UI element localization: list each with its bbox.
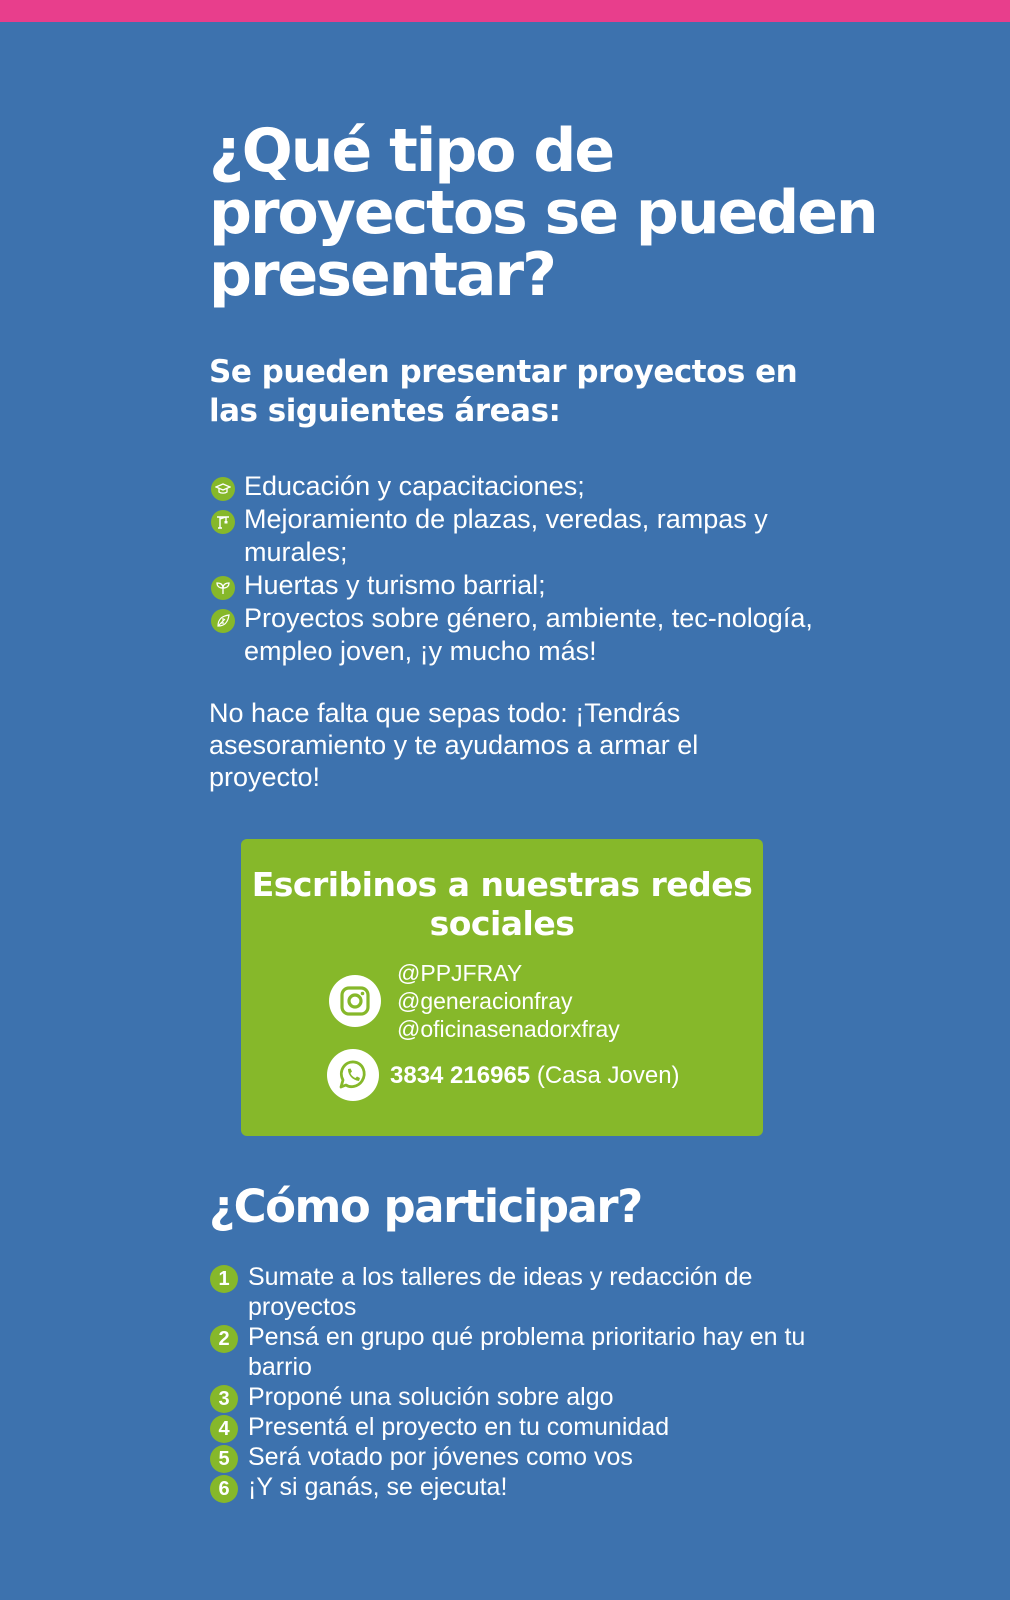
list-item xyxy=(209,602,849,668)
areas-list xyxy=(209,470,849,668)
social-handle[interactable]: @generacionfray xyxy=(397,988,573,1014)
list-item xyxy=(209,1262,849,1322)
crane-icon xyxy=(211,510,235,534)
list-item xyxy=(209,1322,849,1382)
list-item xyxy=(209,569,849,602)
social-handle[interactable]: @PPJFRAY xyxy=(397,960,523,986)
whatsapp-icon[interactable] xyxy=(327,1049,379,1101)
step-text: Pensá en grupo qué problema prioritario hay en tu barrio xyxy=(248,1323,806,1381)
list-item xyxy=(209,1442,849,1472)
step-text: Presentá el proyecto en tu comunidad xyxy=(248,1413,670,1441)
phone-number[interactable]: 3834 216965 xyxy=(390,1062,531,1089)
area-text: Proyectos sobre género, ambiente, tec-nología, empleo joven, ¡y mucho más! xyxy=(244,603,813,666)
area-text: Educación y capacitaciones; xyxy=(244,471,585,501)
list-item xyxy=(209,1412,849,1442)
step-text: Sumate a los talleres de ideas y redacción de proyectos xyxy=(248,1263,753,1321)
step-text: Será votado por jóvenes como vos xyxy=(248,1443,633,1471)
social-handles xyxy=(397,959,620,1043)
areas-subtitle: Se pueden presentar proyectos en las siguientes áreas: xyxy=(209,354,798,429)
phone-label: (Casa Joven) xyxy=(536,1062,680,1089)
contact-title: Escribinos a nuestras redes sociales xyxy=(251,865,753,943)
list-item xyxy=(209,1472,849,1502)
step-number-badge: 3 xyxy=(210,1385,238,1413)
main-title: ¿Qué tipo de proyectos se pueden presentar? xyxy=(209,116,877,310)
list-item xyxy=(209,503,849,569)
graduation-cap-icon xyxy=(211,477,235,501)
section-title: ¿Cómo participar? xyxy=(209,1180,642,1233)
top-accent-bar xyxy=(0,0,1010,22)
list-item xyxy=(209,1382,849,1412)
area-text: Mejoramiento de plazas, veredas, rampas y murales; xyxy=(244,504,768,567)
step-text: ¡Y si ganás, se ejecuta! xyxy=(248,1473,508,1501)
step-number-badge: 4 xyxy=(210,1415,238,1443)
step-number-badge: 5 xyxy=(210,1445,238,1473)
step-text: Proponé una solución sobre algo xyxy=(248,1383,614,1411)
instagram-icon[interactable] xyxy=(329,975,381,1027)
list-item xyxy=(209,470,849,503)
step-number-badge: 6 xyxy=(210,1475,238,1503)
assistance-note: No hace falta que sepas todo: ¡Tendrás asesoramiento y te ayudamos a armar el proyecto! xyxy=(209,698,699,792)
leaf-icon xyxy=(211,609,235,633)
social-handle[interactable]: @oficinasenadorxfray xyxy=(397,1016,620,1042)
steps-list xyxy=(209,1262,849,1502)
sprout-icon xyxy=(211,576,235,600)
area-text: Huertas y turismo barrial; xyxy=(244,570,546,600)
phone-line xyxy=(390,1061,680,1091)
contact-box xyxy=(241,839,763,1136)
step-number-badge: 1 xyxy=(210,1265,238,1293)
step-number-badge: 2 xyxy=(210,1325,238,1353)
